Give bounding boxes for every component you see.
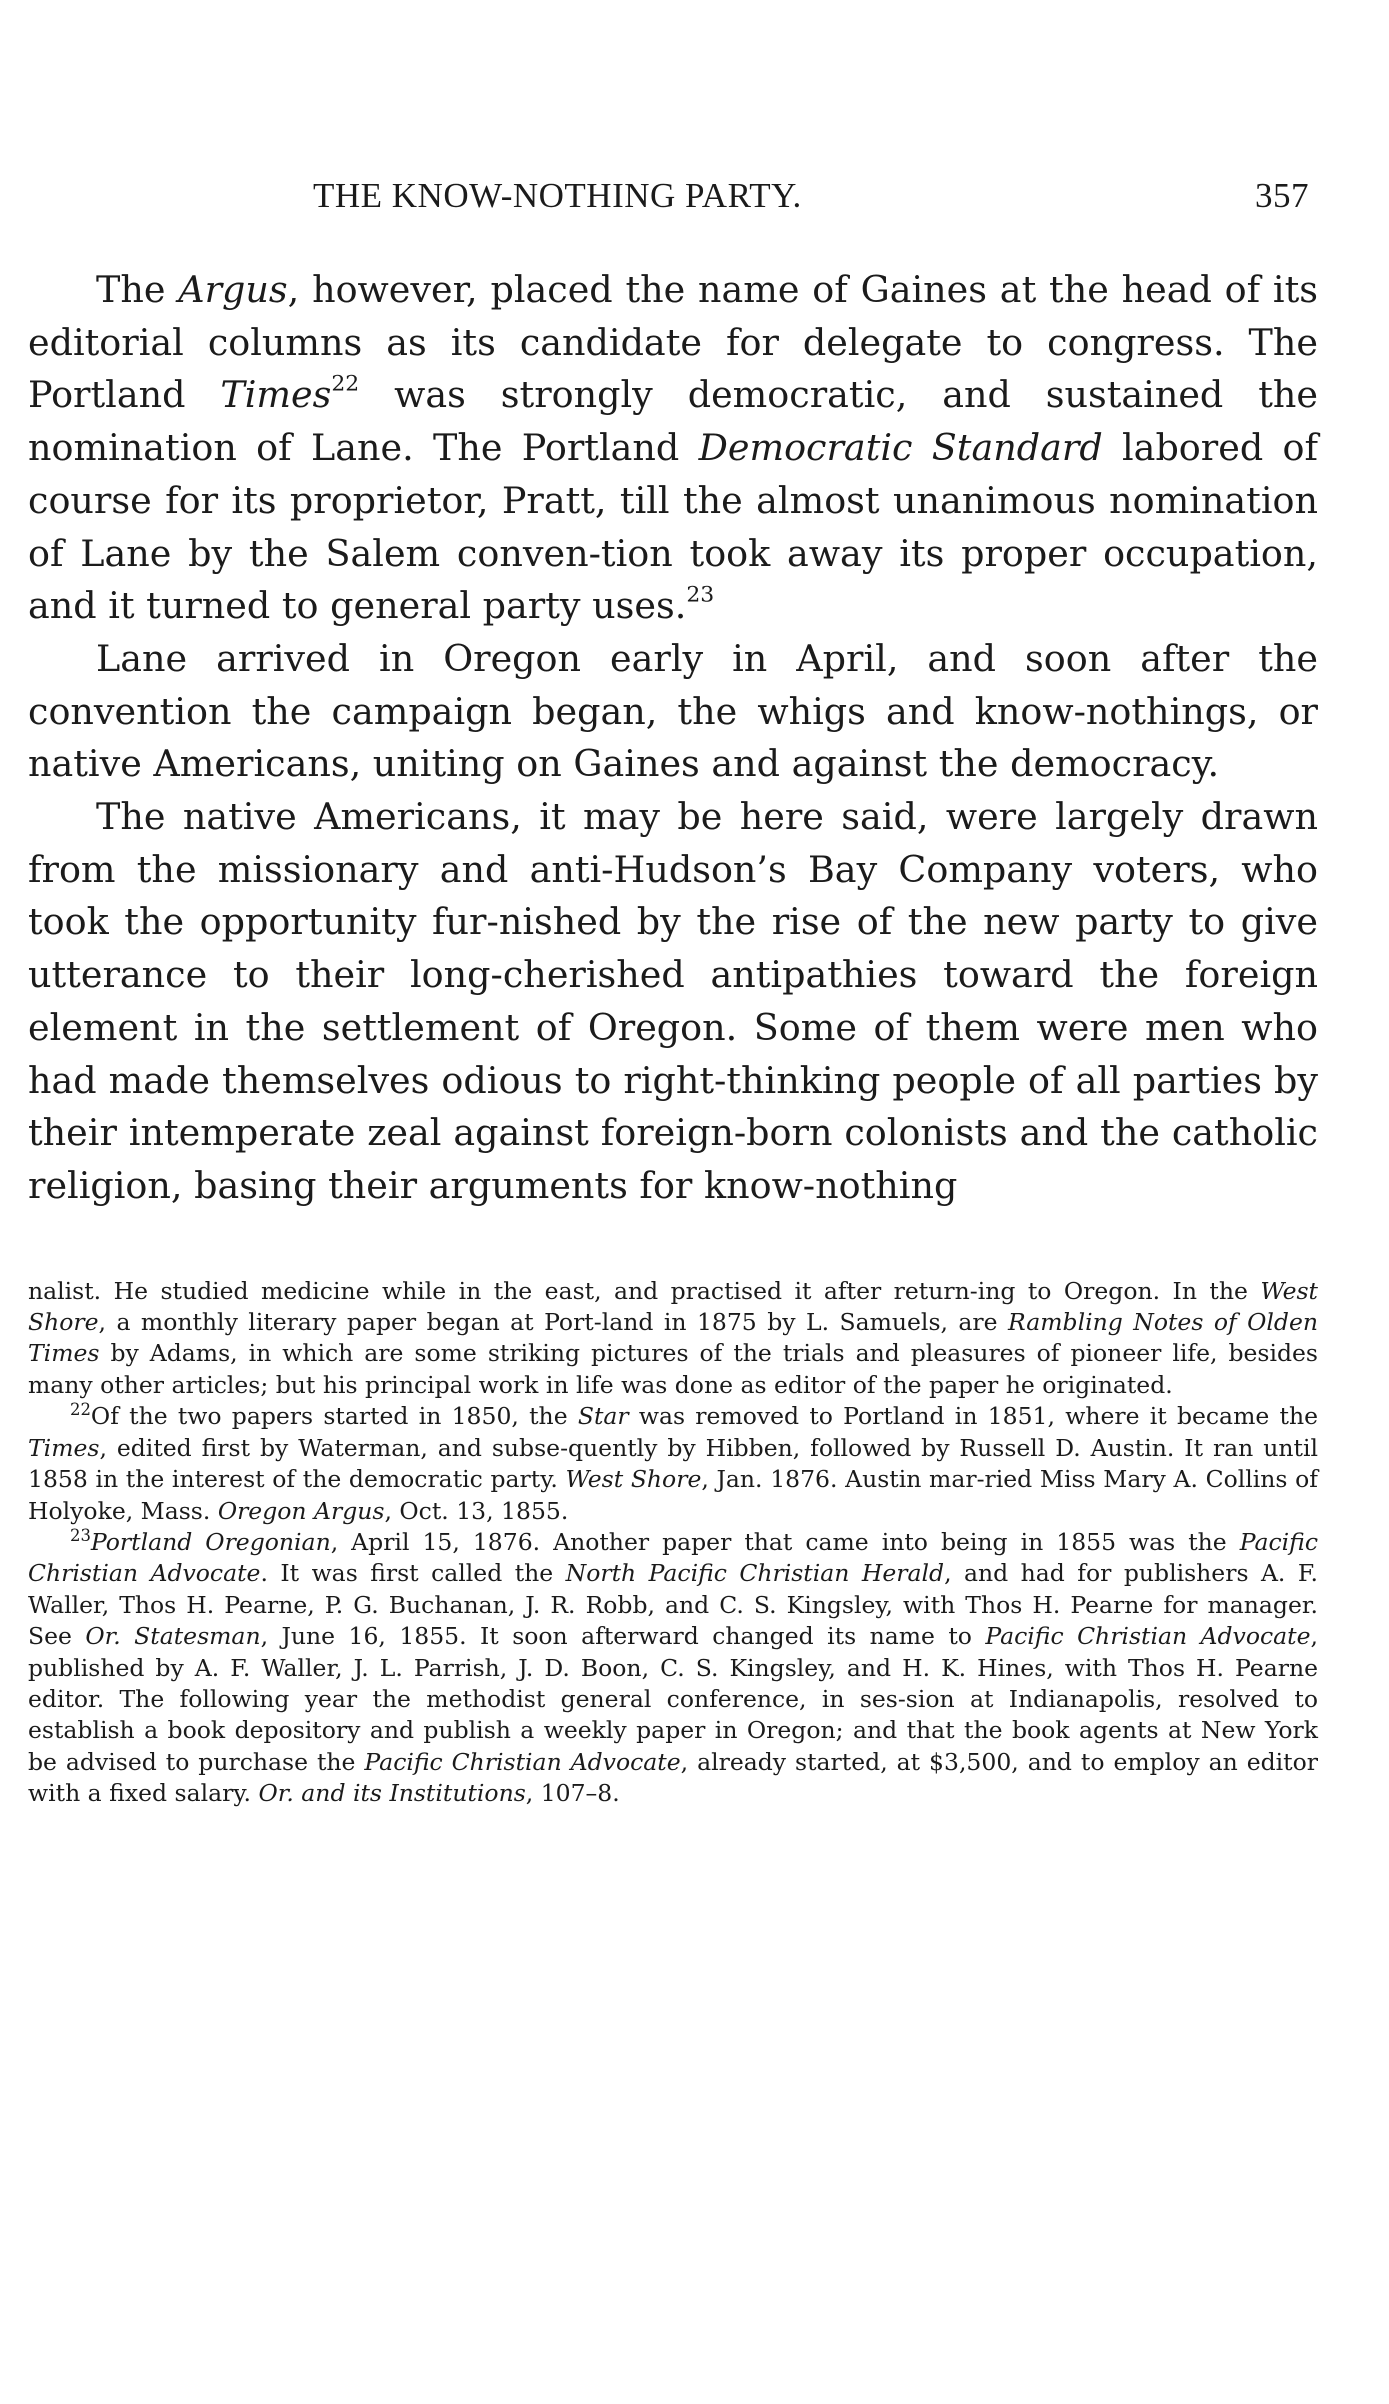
footnote-continuation — [28, 1276, 1318, 1402]
text-run: , and had for publishers A. F. Waller, Thos H. Pearne, P. G. Buchanan, J. R. Robb, and C. S. Kingsley, with Thos H. Pearne for manager. See — [28, 1559, 1318, 1651]
text-run: nalist. He studied medicine while in the east, and practised it after return-ing to Oregon. In the — [28, 1276, 1261, 1305]
italic-run: Times — [220, 373, 332, 417]
text-run: , edited first by Waterman, and subse-quently by Hibben, followed by Russell D. Austin. It ran until 1858 in the interest of the democratic party. — [28, 1433, 1318, 1494]
italic-run: West Shore — [28, 1276, 1318, 1337]
italic-run: Democratic Standard — [698, 426, 1103, 470]
text-run: , however, placed the name of Gaines at the head of its editorial columns as its candidate for delegate to congress. The Portland — [28, 268, 1318, 417]
text-run: labored of course for its proprietor, Pratt, till the almost unanimous nomination of Lane by the Salem conven-tion took away its proper occupation, and it turned to general party uses. — [28, 426, 1318, 628]
text-run: , April 15, 1876. Another paper that came into being in 1855 was the — [330, 1527, 1240, 1556]
footnote-number: 22 — [70, 1400, 91, 1420]
text-run: was removed to Portland in 1851, where it became the — [628, 1402, 1318, 1431]
text-run: The — [96, 268, 179, 311]
italic-run: Or. Statesman — [85, 1622, 261, 1651]
italic-run: Oregon Argus — [217, 1496, 385, 1525]
text-run: , published by A. F. Waller, J. L. Parrish, J. D. Boon, C. S. Kingsley, and H. K. Hines, with Thos H. Pearne editor. The following year the methodist general conference, in ses-sion at Indianapolis, resolved to establish a book depository and publish a weekly paper in Oregon; and that the book agents at New York be advised to purchase the — [28, 1622, 1318, 1776]
footnote-22 — [28, 1401, 1318, 1527]
italic-run: Argus — [178, 268, 288, 311]
italic-run: Pacific Christian Advocate — [28, 1527, 1318, 1588]
footnote-23 — [28, 1527, 1318, 1810]
italic-run: Portland Oregonian — [90, 1527, 331, 1556]
text-run: by Adams, in which are some striking pictures of the trials and pleasures of pioneer life, besides many other articles; but his principal work in life was done as editor of the paper he originated. — [28, 1339, 1318, 1399]
italic-run: Star — [577, 1402, 629, 1431]
text-run: . It was first called the — [260, 1559, 566, 1588]
text-run: , already started, at $3,500, and to employ an editor with a fixed salary. — [28, 1747, 1318, 1808]
text-run: , 107–8. — [525, 1779, 620, 1808]
footnote-number: 23 — [70, 1525, 91, 1545]
italic-run: Pacific Christian Advocate — [364, 1747, 681, 1776]
book-page — [28, 170, 1318, 1810]
text-run: , June 16, 1855. It soon afterward changed its name to — [260, 1622, 986, 1651]
text-run: was strongly democratic, and sustained the nomination of Lane. The Portland — [28, 373, 1318, 470]
running-head — [28, 170, 1318, 222]
footnotes — [28, 1276, 1318, 1810]
text-run: , a monthly literary paper began at Port-land in 1875 by L. Samuels, are — [98, 1308, 1009, 1337]
italic-run: West Shore — [565, 1465, 702, 1494]
page-number: 357 — [1255, 176, 1309, 215]
italic-run: North Pacific Christian Herald — [565, 1559, 945, 1588]
text-run: , Jan. 1876. Austin mar-ried Miss Mary A. Collins of Holyoke, Mass. — [28, 1465, 1318, 1525]
italic-run: Times — [28, 1433, 100, 1462]
main-text — [28, 264, 1318, 1213]
paragraph-native-americans: The native Americans, it may be here said, were largely drawn from the missionary and anti-Hudson’s Bay Company voters, who took the opportunity fur-nished by the rise of the new party to give utterance to their long-cherished antipathies toward the foreign element in the settlement of Oregon. Some of them were men who had made themselves odious to right-thinking people of all parties by their intemperate zeal against foreign-born colonists and the catholic religion, basing their arguments for know-nothing — [28, 795, 1318, 1207]
italic-run: Or. and its Institutions — [258, 1779, 526, 1808]
text-run: Of the two papers started in 1850, the — [90, 1402, 578, 1431]
footnote-ref-22: 22 — [331, 371, 360, 397]
paragraph-argus — [28, 264, 1318, 633]
running-head-title: THE KNOW-NOTHING PARTY. — [313, 176, 802, 215]
footnote-ref-23: 23 — [686, 582, 715, 608]
text-run: , Oct. 13, 1855. — [384, 1496, 569, 1525]
italic-run: Rambling Notes of Olden Times — [28, 1308, 1318, 1368]
italic-run: Pacific Christian Advocate — [985, 1622, 1311, 1651]
paragraph-lane-arrival: Lane arrived in Oregon early in April, and soon after the convention the campaign began, the whigs and know-nothings, or native Americans, uniting on Gaines and against the democracy. — [28, 636, 1318, 786]
